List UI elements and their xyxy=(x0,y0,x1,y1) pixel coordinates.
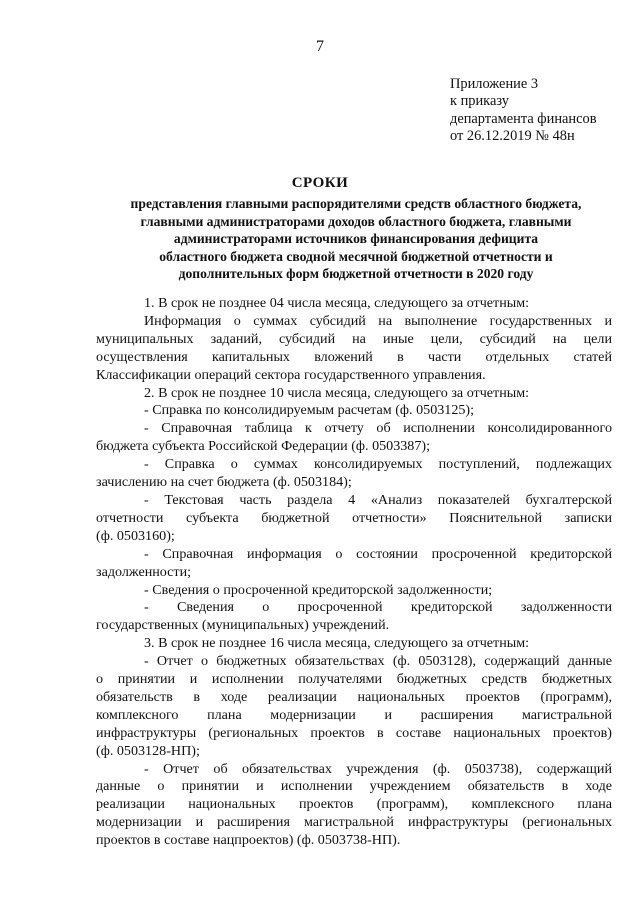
body-line: - Справочная информация о состоянии просроченной кредиторской xyxy=(144,545,612,562)
body-line: задолженности; xyxy=(96,563,192,580)
body-line: зачислению на счет бюджета (ф. 0503184); xyxy=(96,474,352,491)
body-line: 3. В срок не позднее 16 числа месяца, следующего за отчетным: xyxy=(144,635,530,652)
body-line: - Сведения о просроченной кредиторской задолженности; xyxy=(144,581,493,598)
body-line: государственных (муниципальных) учреждений. xyxy=(96,617,390,634)
body-line: осуществления капитальных вложений в части отдельных статей xyxy=(96,348,612,365)
subtitle-line: областного бюджета сводной месячной бюджетной отчетности и xyxy=(159,248,553,264)
subtitle-line: дополнительных форм бюджетной отчетности в 2020 году xyxy=(178,266,534,282)
document-body xyxy=(96,295,612,850)
body-line: (ф. 0503128-НП); xyxy=(96,742,200,759)
body-line: отчетности субъекта бюджетной отчетности» Пояснительной записки xyxy=(96,509,612,526)
page-number: 7 xyxy=(316,38,324,55)
body-line: модернизации и расширения магистральной инфраструктуры (региональных xyxy=(96,814,612,831)
body-line: - Справка по консолидируемым расчетам (ф. 0503125); xyxy=(144,402,475,419)
body-line: (ф. 0503160); xyxy=(96,527,175,544)
body-line: данные о принятии и исполнении учреждением обязательств в ходе xyxy=(96,778,612,795)
document-title: СРОКИ xyxy=(291,175,349,191)
body-line: проектов в составе нацпроектов) (ф. 0503738-НП). xyxy=(96,832,401,849)
body-line: муниципальных заданий, субсидий на иные цели, субсидий на цели xyxy=(96,330,612,347)
subtitle-line: администраторами источников финансирования дефицита xyxy=(173,231,539,247)
body-line: - Текстовая часть раздела 4 «Анализ показателей бухгалтерской xyxy=(144,491,612,508)
body-line: - Справка о суммах консолидируемых поступлений, подлежащих xyxy=(144,456,612,473)
body-line: - Отчет об обязательствах учреждения (ф. 0503738), содержащий xyxy=(144,760,612,777)
body-line: бюджета субъекта Российской Федерации (ф. 0503387); xyxy=(96,438,431,455)
appendix-line: от 26.12.2019 № 48н xyxy=(450,127,575,144)
body-line: - Справочная таблица к отчету об исполнении консолидированного xyxy=(144,420,612,437)
body-line: 2. В срок не позднее 10 числа месяца, следующего за отчетным: xyxy=(144,384,530,401)
body-line: инфраструктуры (региональных проектов в составе национальных проектов) xyxy=(96,724,612,741)
document-subtitle xyxy=(96,195,616,283)
body-line: комплексного плана модернизации и расширения магистральной xyxy=(96,706,612,723)
appendix-line: департамента финансов xyxy=(450,110,597,127)
body-line: Классификации операций сектора государственного управления. xyxy=(96,366,486,383)
appendix-line: к приказу xyxy=(450,93,509,110)
body-line: обязательств в ходе реализации национальных проектов (программ), xyxy=(96,688,612,705)
body-line: реализации национальных проектов (программ), комплексного плана xyxy=(96,796,612,813)
subtitle-line: представления главными распорядителями средств областного бюджета, xyxy=(130,196,582,211)
appendix-block xyxy=(450,76,630,145)
subtitle-line: главными администраторами доходов областного бюджета, главными xyxy=(140,213,572,229)
body-line: Информация о суммах субсидий на выполнение государственных и xyxy=(144,312,612,329)
body-line: - Отчет о бюджетных обязательствах (ф. 0503128), содержащий данные xyxy=(144,653,612,670)
appendix-line: Приложение 3 xyxy=(450,76,539,92)
body-line: о принятии и исполнении получателями бюджетных средств бюджетных xyxy=(96,671,612,688)
body-line: - Сведения о просроченной кредиторской задолженности xyxy=(144,599,612,616)
body-line: 1. В срок не позднее 04 числа месяца, следующего за отчетным: xyxy=(144,295,530,311)
